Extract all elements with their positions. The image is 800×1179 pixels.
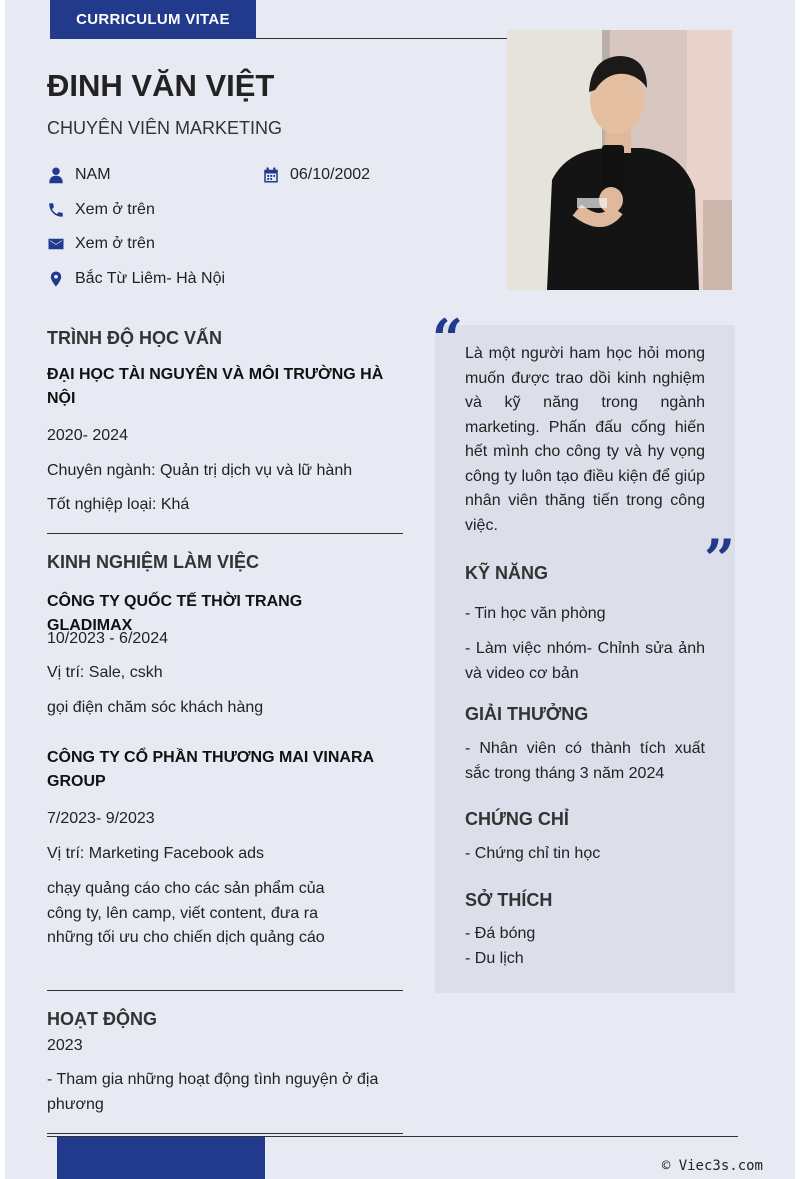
job-1-period: 10/2023 - 6/2024 (47, 630, 168, 647)
address-info (46, 269, 225, 289)
career-objective: Là một người ham học hỏi mong muốn được trao dồi kinh nghiệm và kỹ năng trong ngành marketing. Phấn đấu cống hiến hết mình cho công ty và hy vọng công ty luôn tạo điều kiện để giúp nhân viên thăng tiến trong công việc. (465, 345, 705, 534)
job-1-company: CÔNG TY QUỐC TẾ THỜI TRANG GLADIMAX (47, 593, 303, 634)
activities-year: 2023 (47, 1037, 83, 1054)
gender-value: NAM (75, 166, 111, 183)
education-major: Chuyên ngành: Quản trị dịch vụ và lữ hành (47, 462, 353, 479)
birthday-value: 06/10/2002 (290, 166, 371, 183)
person-icon (46, 165, 66, 185)
phone-icon (46, 200, 66, 220)
mail-icon (46, 234, 66, 254)
hobby-item: - Đá bóng (465, 925, 536, 942)
education-grade: Tốt nghiệp loại: Khá (47, 496, 190, 513)
skill-item: - Tin học văn phòng (465, 605, 606, 622)
profile-photo (507, 30, 732, 290)
phone-value: Xem ở trên (75, 201, 155, 218)
cv-tag: CURRICULUM VITAE (50, 0, 256, 39)
email-value: Xem ở trên (75, 235, 155, 252)
top-divider (256, 38, 508, 39)
activities-heading: HOẠT ĐỘNG (47, 1009, 157, 1029)
job-2-description: chạy quảng cáo cho các sản phẩm của công ty, lên camp, viết content, đưa ra những tối ưu cho chiến dịch quảng cáo (47, 880, 325, 946)
job-1-description: gọi điện chăm sóc khách hàng (47, 699, 264, 716)
location-pin-icon (46, 269, 66, 289)
section-divider (47, 533, 403, 534)
certificates-heading: CHỨNG CHỈ (465, 809, 569, 829)
education-school: ĐẠI HỌC TÀI NGUYÊN VÀ MÔI TRƯỜNG HÀ NỘI (47, 366, 384, 407)
awards-heading: GIẢI THƯỞNG (465, 704, 589, 724)
close-quote-icon: ” (704, 527, 736, 591)
education-period: 2020- 2024 (47, 427, 128, 444)
open-quote-icon: “ (432, 307, 464, 371)
phone-info (46, 200, 155, 220)
experience-heading: KINH NGHIỆM LÀM VIỆC (47, 552, 260, 572)
award-item: - Nhân viên có thành tích xuất sắc trong tháng 3 năm 2024 (465, 740, 705, 782)
job-2-position: Vị trí: Marketing Facebook ads (47, 845, 264, 862)
gender-info (46, 165, 111, 185)
candidate-name: ĐINH VĂN VIỆT (47, 68, 275, 103)
hobbies-heading: SỞ THÍCH (465, 890, 553, 910)
job-1-position: Vị trí: Sale, cskh (47, 664, 163, 681)
calendar-icon (261, 165, 281, 185)
job-2-company: CÔNG TY CỔ PHẦN THƯƠNG MAI VINARA GROUP (47, 749, 374, 790)
birthday-info (261, 165, 370, 185)
email-info (46, 234, 155, 254)
hobby-item: - Du lịch (465, 950, 524, 967)
skill-item: - Làm việc nhóm- Chỉnh sửa ảnh và video cơ bản (465, 640, 705, 682)
education-heading: TRÌNH ĐỘ HỌC VẤN (47, 328, 222, 348)
job-title: CHUYÊN VIÊN MARKETING (47, 118, 283, 138)
certificate-item: - Chứng chỉ tin học (465, 845, 601, 862)
copyright-text: © Viec3s.com (661, 1158, 763, 1174)
skills-heading: KỸ NĂNG (465, 563, 549, 583)
section-divider (47, 990, 403, 991)
bottom-accent-bar (57, 1137, 265, 1179)
address-value: Bắc Từ Liêm- Hà Nội (75, 270, 226, 287)
job-2-period: 7/2023- 9/2023 (47, 810, 155, 827)
activities-description: - Tham gia những hoạt động tình nguyện ở địa phương (47, 1071, 379, 1113)
section-divider (47, 1133, 403, 1134)
profile-photo-illustration (507, 30, 732, 290)
